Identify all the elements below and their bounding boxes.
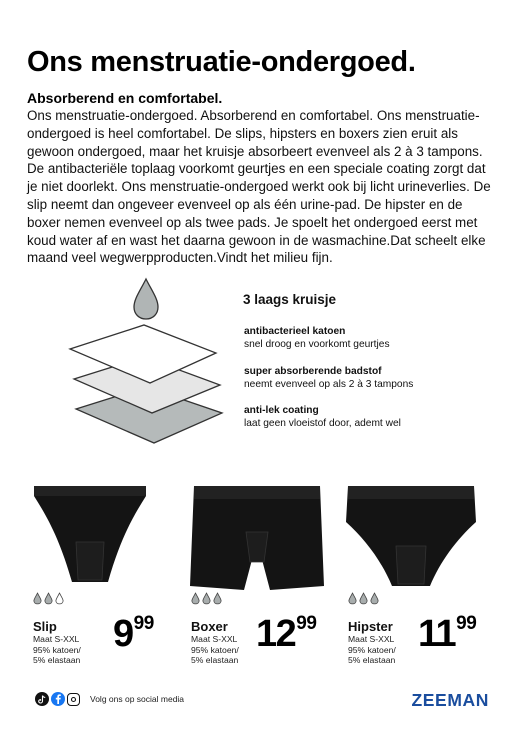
water-drop-icon	[213, 592, 222, 605]
layers-title: 3 laags kruisje	[243, 292, 337, 307]
feature-description: snel droog en voorkomt geurtjes	[244, 339, 390, 350]
social-media-text: Volg ons op social media	[90, 694, 185, 704]
water-drop-icon	[348, 592, 357, 605]
product-name-hipster: Hipster	[348, 619, 393, 634]
facebook-icon[interactable]	[51, 692, 65, 706]
water-drop-icon	[33, 592, 42, 605]
zeeman-logo[interactable]: ZEEMAN	[411, 690, 489, 710]
price-dec: 99	[133, 613, 154, 634]
absorbency-drops-hipster	[348, 592, 379, 605]
water-drop-icon	[359, 592, 368, 605]
product-desc-hipster	[348, 634, 396, 666]
feature-heading: super absorberende badstof	[244, 366, 382, 377]
product-size: Maat S-XXL	[33, 634, 80, 644]
price-dec: 99	[296, 613, 317, 634]
absorbency-drops-slip	[33, 592, 64, 605]
product-size: Maat S-XXL	[191, 634, 238, 644]
boxer-image	[188, 482, 326, 594]
feature-heading: antibacterieel katoen	[244, 326, 346, 337]
page-title: Ons menstruatie-ondergoed.	[27, 46, 416, 78]
price-int: 11	[418, 613, 456, 655]
intro-paragraph: Ons menstruatie-ondergoed. Absorberend en comfortabel. Ons menstruatie-ondergoed is heel comfortabel. De slips, hipsters en boxers zien eruit als gewoon ondergoed, maar het kruisje absorbeert evenveel als 2 à 3 tampons. De antibacteriële toplaag voorkomt geurtjes en een speciale coating zorgt dat je niet doorlekt. Ons menstruatie-ondergoed werkt ook bij licht urineverlies. De slip neemt dan ongeveer evenveel op als één urine-pad. De hipster en de boxer nemen evenveel op als twee pads. Je spoelt het ondergoed eerst met koud water af en wast het daarna gewoon in de wasmachine.Dat scheelt elke maand veel wegwerpproducten.Vindt het milieu fijn.	[27, 108, 491, 266]
product-size: Maat S-XXL	[348, 634, 395, 644]
layers-illustration	[58, 275, 228, 475]
page-subtitle: Absorberend en comfortabel.	[27, 90, 223, 106]
hipster-image	[344, 482, 478, 592]
product-material: 5% elastaan	[33, 655, 81, 666]
water-drop-icon	[55, 592, 64, 605]
water-drop-icon	[202, 592, 211, 605]
product-material: 5% elastaan	[191, 655, 239, 666]
price-int: 9	[113, 613, 133, 655]
price-int: 12	[256, 613, 296, 655]
product-desc-boxer	[191, 634, 239, 666]
price-hipster	[418, 613, 476, 656]
water-drop-icon	[191, 592, 200, 605]
feature-cotton	[244, 325, 474, 351]
social-footer	[35, 692, 184, 706]
absorbency-drops-boxer	[191, 592, 222, 605]
feature-description: neemt evenveel op als 2 à 3 tampons	[244, 379, 414, 390]
water-drop-icon	[134, 279, 158, 319]
product-desc-slip	[33, 634, 81, 666]
product-name-boxer: Boxer	[191, 619, 228, 634]
price-slip	[113, 613, 154, 656]
water-drop-icon	[370, 592, 379, 605]
feature-heading: anti-lek coating	[244, 405, 319, 416]
price-boxer	[256, 613, 316, 656]
product-material: 95% katoen/	[348, 644, 396, 655]
feature-description: laat geen vloeistof door, ademt wel	[244, 418, 401, 429]
product-material: 95% katoen/	[191, 644, 239, 655]
product-material: 95% katoen/	[33, 644, 81, 655]
instagram-icon[interactable]	[67, 693, 80, 706]
feature-terry	[244, 365, 474, 391]
tiktok-icon[interactable]	[35, 692, 49, 706]
water-drop-icon	[44, 592, 53, 605]
feature-coating	[244, 404, 474, 430]
price-dec: 99	[456, 613, 477, 634]
product-name-slip: Slip	[33, 619, 57, 634]
slip-image	[30, 482, 150, 592]
product-material: 5% elastaan	[348, 655, 396, 666]
